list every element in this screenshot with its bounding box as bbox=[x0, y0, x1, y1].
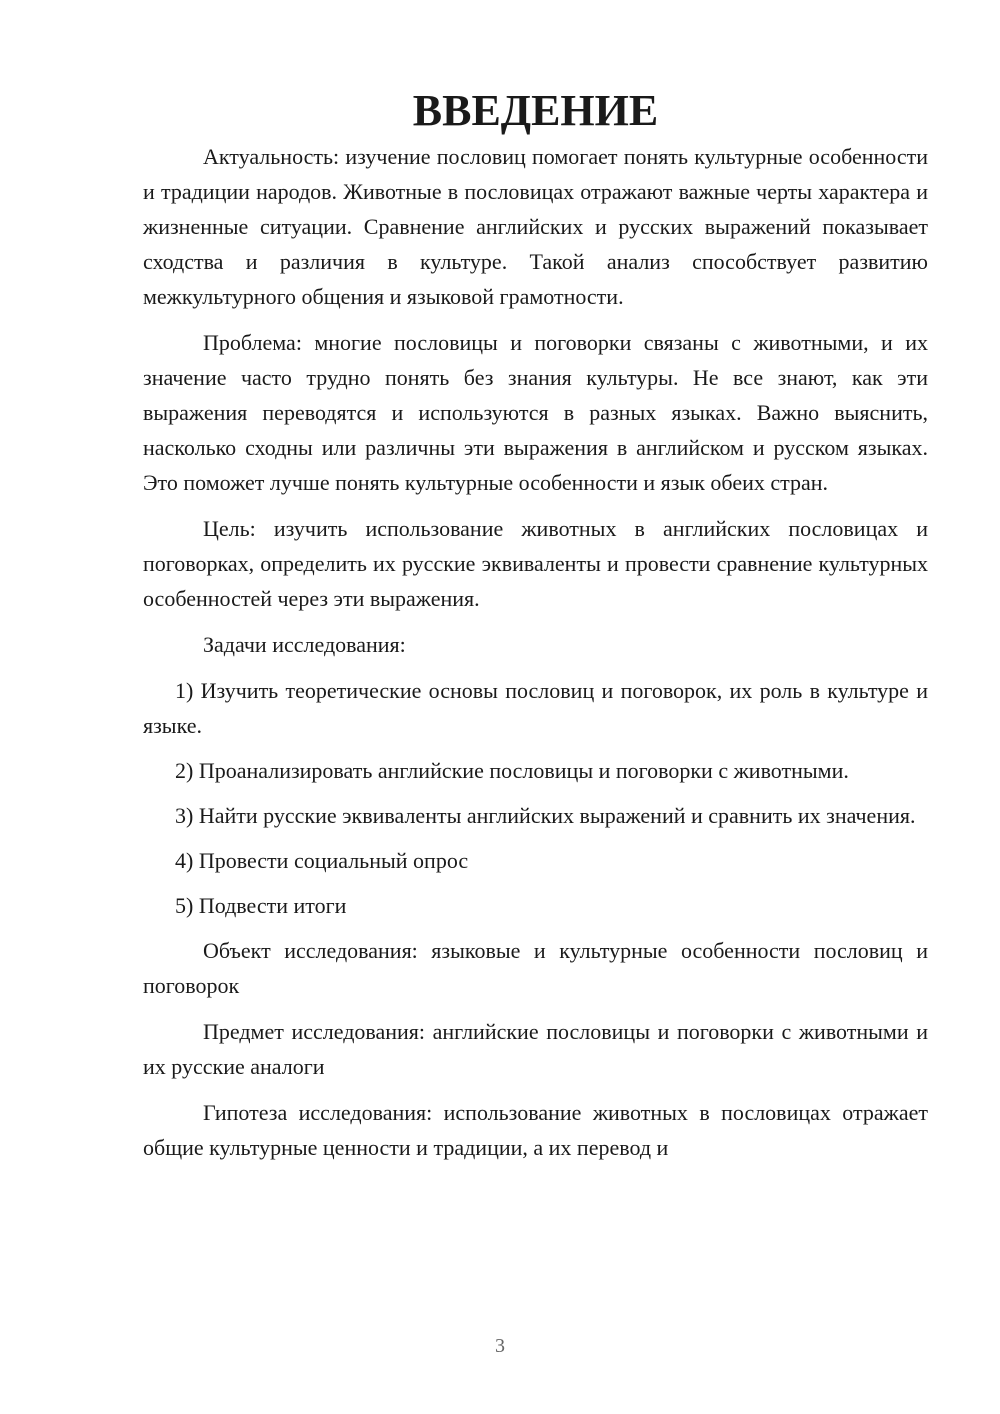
paragraph-goal: Цель: изучить использование животных в английских пословицах и поговорках, определить их русские эквиваленты и провести сравнение культурных особенностей через эти выражения. bbox=[143, 516, 928, 611]
task-item-2: 2) Проанализировать английские пословицы и поговорки с животными. bbox=[175, 758, 849, 783]
task-item-4: 4) Провести социальный опрос bbox=[175, 848, 469, 873]
paragraph-hypothesis: Гипотеза исследования: использование животных в пословицах отражает общие культурные ценности и традиции, а их перевод и bbox=[143, 1100, 928, 1160]
paragraph-relevance: Актуальность: изучение пословиц помогает понять культурные особенности и традиции народов. Животные в пословицах отражают важные черты характера и жизненные ситуации. Сравнение английских и русских выражений показывает сходства и различия в культуре. Такой анализ способствует развитию межкультурного общения и языковой грамотности. bbox=[143, 144, 928, 309]
paragraph-problem: Проблема: многие пословицы и поговорки связаны с животными, и их значение часто трудно понять без знания культуры. Не все знают, как эти выражения переводятся и используются в разных языках. Важно выяснить, насколько сходны или различны эти выражения в английском и русском языках. Это поможет лучше понять культурные особенности и язык обеих стран. bbox=[143, 330, 928, 495]
task-item-5: 5) Подвести итоги bbox=[175, 893, 347, 918]
paragraph-object: Объект исследования: языковые и культурные особенности пословиц и поговорок bbox=[143, 938, 928, 998]
task-item-3: 3) Найти русские эквиваленты английских выражений и сравнить их значения. bbox=[175, 803, 916, 828]
page-content bbox=[143, 86, 928, 1176]
task-item-1: 1) Изучить теоретические основы пословиц и поговорок, их роль в культуре и языке. bbox=[143, 678, 928, 738]
tasks-heading: Задачи исследования: bbox=[203, 632, 406, 657]
section-title: ВВЕДЕНИЕ bbox=[412, 86, 659, 135]
paragraph-subject: Предмет исследования: английские пословицы и поговорки с животными и их русские аналоги bbox=[143, 1019, 928, 1079]
page-number: 3 bbox=[495, 1335, 505, 1357]
